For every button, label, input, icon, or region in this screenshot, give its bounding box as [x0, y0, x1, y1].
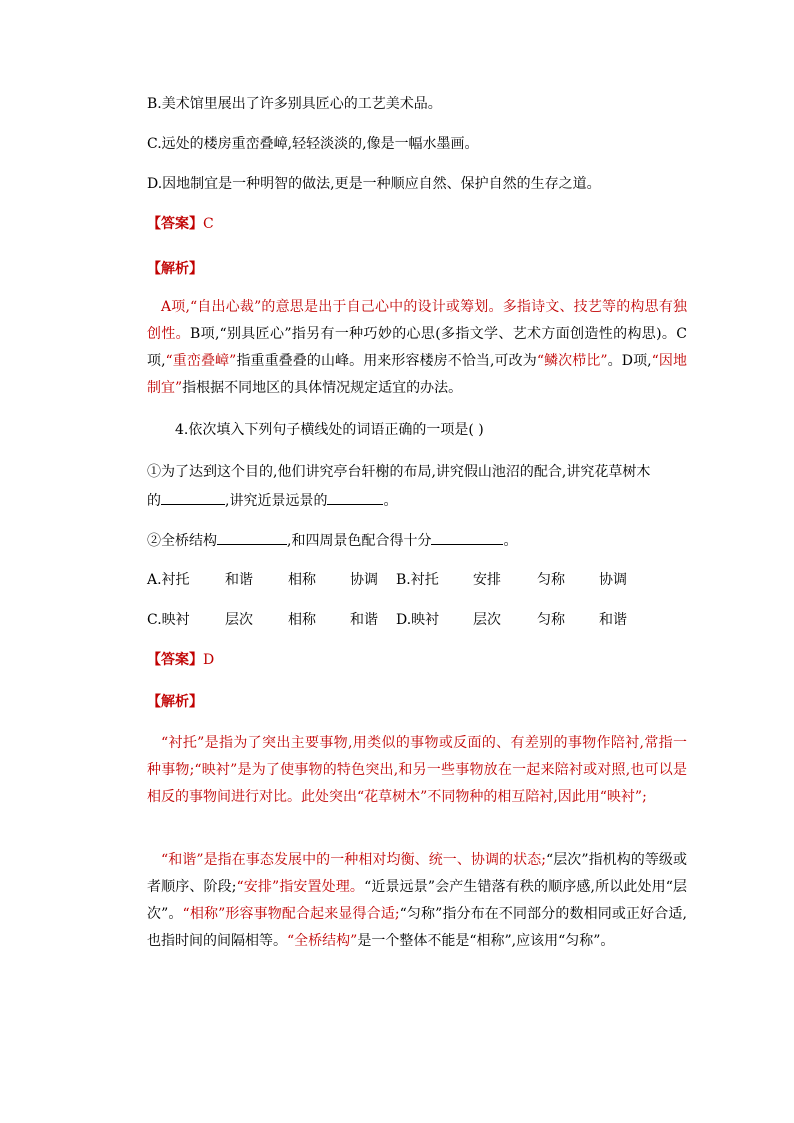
q4-sentence-1a: ①为了达到这个目的,他们讲究亭台轩榭的布局,讲究假山池沼的配合,讲究花草树木: [147, 464, 651, 480]
blank-2: [327, 490, 383, 505]
analysis-run: “衬托”是指为了突出主要事物,用类似的事物或反面的、有差别的事物作陪衬,常指一种事物;: [147, 735, 687, 778]
analysis-label: 【解析】: [147, 694, 203, 710]
option-cell: 层次: [473, 612, 501, 628]
q4-stem: 4.依次填入下列句子横线处的词语正确的一项是( ): [175, 422, 484, 438]
blank-3: [217, 530, 287, 545]
blank-1: [161, 490, 225, 505]
analysis-run: 是一个整体不能是“相称”,应该用“匀称”。: [357, 933, 615, 949]
analysis-run: “鳞次栉比”: [536, 353, 608, 369]
q3-option-c: C.远处的楼房重峦叠嶂,轻轻淡淡的,像是一幅水墨画。: [147, 136, 479, 152]
q4-sentence-1b: [147, 490, 397, 511]
option-cell: B.衬托: [396, 572, 439, 588]
text: 的: [147, 493, 161, 509]
option-cell: 和谐: [350, 612, 378, 628]
q4-answer: [147, 650, 214, 670]
option-cell: 匀称: [537, 612, 565, 628]
text: ,讲究近景远景的: [225, 493, 328, 509]
answer-label: 【答案】: [147, 652, 203, 668]
option-cell: 安排: [473, 572, 501, 588]
analysis-run: “近景远景”会产生错落有秩的顺序感,所以此处用“层次”。: [147, 879, 688, 922]
analysis-run: “匀称”指分布在不同部分的数相同或正好合适,也指时间的间隔相等。: [147, 906, 687, 949]
answer-value: C: [203, 216, 214, 232]
q3-analysis-label: [147, 259, 203, 279]
q3-option-b: B.美术馆里展出了许多别具匠心的工艺美术品。: [147, 96, 442, 112]
analysis-run: “全桥结构”: [287, 933, 358, 949]
text: ②全桥结构: [147, 533, 217, 549]
option-cell: 和谐: [599, 612, 627, 628]
analysis-run: “映衬”是为了使事物的特色突出,和另一些事物放在一起来陪衬或对照,也可以是相反的事物间进行对比。此处突出“花草树木”不同物种的相互陪衬,因此用“映衬”;: [147, 762, 687, 805]
analysis-run: 。D项,: [607, 353, 652, 369]
analysis-run: “安排”指安置处理。: [236, 879, 365, 895]
analysis-run: 指根据不同地区的具体情况规定适宜的办法。: [182, 380, 463, 396]
option-cell: 协调: [350, 572, 378, 588]
analysis-run: “相称”形容事物配合起来显得合适;: [182, 906, 400, 922]
blank-4: [431, 530, 503, 545]
q4-analysis-paragraph-2: [147, 847, 687, 955]
analysis-label: 【解析】: [147, 261, 203, 277]
q4-analysis-paragraph-1: [147, 730, 687, 811]
text: 。: [383, 493, 398, 509]
analysis-run: 指重重叠叠的山峰。用来形容楼房不恰当,可改为: [236, 353, 537, 369]
analysis-run: “因地制宜”: [147, 353, 687, 396]
option-cell: 相称: [288, 612, 316, 628]
analysis-run: “别具匠心”指另有一种巧妙的心思(多指文学、艺术方面创造性的构思)。: [219, 326, 677, 342]
option-cell: C.映衬: [147, 612, 190, 628]
option-cell: D.映衬: [396, 612, 440, 628]
option-cell: A.衬托: [147, 572, 190, 588]
analysis-run: C项,: [147, 326, 687, 369]
analysis-run: B项,: [190, 326, 220, 342]
analysis-run: “和谐”是指在事态发展中的一种相对均衡、统一、协调的状态;: [161, 852, 546, 868]
option-cell: 层次: [225, 612, 253, 628]
q3-option-d: D.因地制宜是一种明智的做法,更是一种顺应自然、保护自然的生存之道。: [147, 176, 601, 192]
q3-answer: [147, 214, 214, 234]
analysis-run: “层次”指机构的等级或者顺序、阶段;: [147, 852, 687, 895]
option-cell: 相称: [288, 572, 316, 588]
q4-analysis-label: [147, 692, 203, 712]
q3-analysis-text: [147, 294, 687, 402]
text: ,和四周景色配合得十分: [287, 533, 432, 549]
analysis-run: “重峦叠嶂”: [165, 353, 237, 369]
option-cell: 协调: [599, 572, 627, 588]
analysis-run: “自出心裁”的意思是出于自己心中的设计或筹划。多指诗文、技艺等的构思有独创性。: [147, 299, 688, 342]
analysis-run: A项,: [161, 299, 190, 315]
answer-label: 【答案】: [147, 216, 203, 232]
q4-sentence-2: [147, 530, 517, 551]
option-cell: 和谐: [225, 572, 253, 588]
answer-value: D: [203, 652, 215, 668]
text: 。: [503, 533, 518, 549]
option-cell: 匀称: [537, 572, 565, 588]
